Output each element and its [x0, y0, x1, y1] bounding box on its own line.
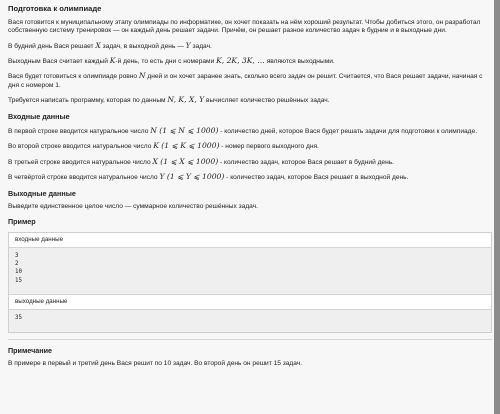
weekday-paragraph: [8, 41, 492, 51]
text: В четвёртой строке вводится натуральное число: [8, 174, 160, 182]
math-k: K: [109, 56, 116, 66]
intro-paragraph: Вася готовится к муниципальному этапу олимпиады по информатике, он хочет показать на нём хороший результат. Чтобы добиться этого, он разработал собственную систему тренировок — он каждый день решает задачи. Причём, он решает разное количество задач в будние и в выходные дни.: [8, 18, 481, 35]
sample-input-line: 2: [15, 260, 19, 267]
weekend-paragraph: [8, 56, 492, 66]
input-line-1: [8, 126, 492, 136]
math-sequence: K, 2K, 3K, …: [216, 56, 265, 66]
output-section-title: Выходные данные: [8, 188, 76, 198]
note-text: В примере в первый и третий день Вася решит по 10 задач. Во второй день он решит 15 задач.: [8, 359, 303, 367]
math-y: Y: [185, 40, 191, 50]
text: Во второй строке вводится натуральное число: [8, 143, 154, 151]
text: В первой строке вводится натуральное число: [8, 128, 151, 135]
text: задач, в выходной день —: [100, 42, 186, 50]
note-title: Примечание: [8, 345, 53, 355]
days-paragraph: [8, 71, 492, 90]
input-section-title: Входные данные: [8, 111, 70, 121]
output-description: Выведите единственное целое число — суммарное количество решённых задач.: [8, 202, 258, 210]
math-x: X: [95, 40, 101, 50]
text: - количество задач, которое Вася решает в выходной день.: [224, 174, 409, 182]
text: В третьей строке вводится натуральное число: [8, 158, 153, 166]
text: Выходным Вася считает каждый: [8, 58, 110, 66]
sample-input-line: 3: [15, 252, 19, 259]
text: - количество задач, которое Вася решает в будний день.: [218, 158, 395, 166]
math-condition: K (1 ⩽ K ⩽ 1000): [153, 141, 220, 151]
sample-input-content[interactable]: [9, 248, 491, 294]
math-n: N: [138, 71, 146, 81]
sample-input-label: входные данные: [9, 233, 491, 248]
sample-output-line: 35: [15, 314, 22, 321]
sample-input-line: 10: [15, 269, 22, 276]
sample-output-content[interactable]: [9, 310, 491, 332]
text: - количество дней, которое Вася будет решать задачи для подготовки к олимпиаде.: [218, 128, 478, 135]
text: Вася будет готовиться к олимпиаде ровно: [8, 73, 139, 81]
text: - номер первого выходного дня.: [219, 143, 319, 151]
sample-input-line: 15: [15, 277, 22, 284]
text: дней и он хочет заранее знать, сколько всего задач он решит. Считается, что Вася решает задачи, начиная с дня с номером 1.: [8, 73, 483, 89]
input-line-2: [8, 141, 492, 151]
math-condition: N (1 ⩽ N ⩽ 1000): [150, 126, 219, 135]
math-condition: Y (1 ⩽ Y ⩽ 1000): [159, 172, 225, 182]
input-line-4: [8, 172, 492, 182]
text: Требуется написать программу, которая по данным: [8, 97, 168, 105]
task-paragraph: [8, 95, 492, 105]
text: -й день, то есть дни с номерами: [115, 58, 217, 66]
text: задач.: [190, 42, 212, 50]
sample-output-label: выходные данные: [9, 294, 491, 310]
text: В будний день Вася решает: [8, 42, 96, 50]
math-condition: X (1 ⩽ X ⩽ 1000): [152, 156, 219, 166]
math-vars: N, K, X, Y: [167, 95, 205, 105]
input-line-3: [8, 157, 492, 167]
scrollbar[interactable]: [494, 0, 500, 414]
divider: [8, 339, 492, 340]
example-title: Пример: [8, 217, 36, 227]
problem-statement: [8, 4, 492, 373]
text: являются выходными.: [264, 58, 335, 66]
problem-title: Подготовка к олимпиаде: [8, 4, 102, 13]
text: вычисляет количество решённых задач.: [204, 97, 330, 105]
sample-input-box: [8, 232, 492, 333]
